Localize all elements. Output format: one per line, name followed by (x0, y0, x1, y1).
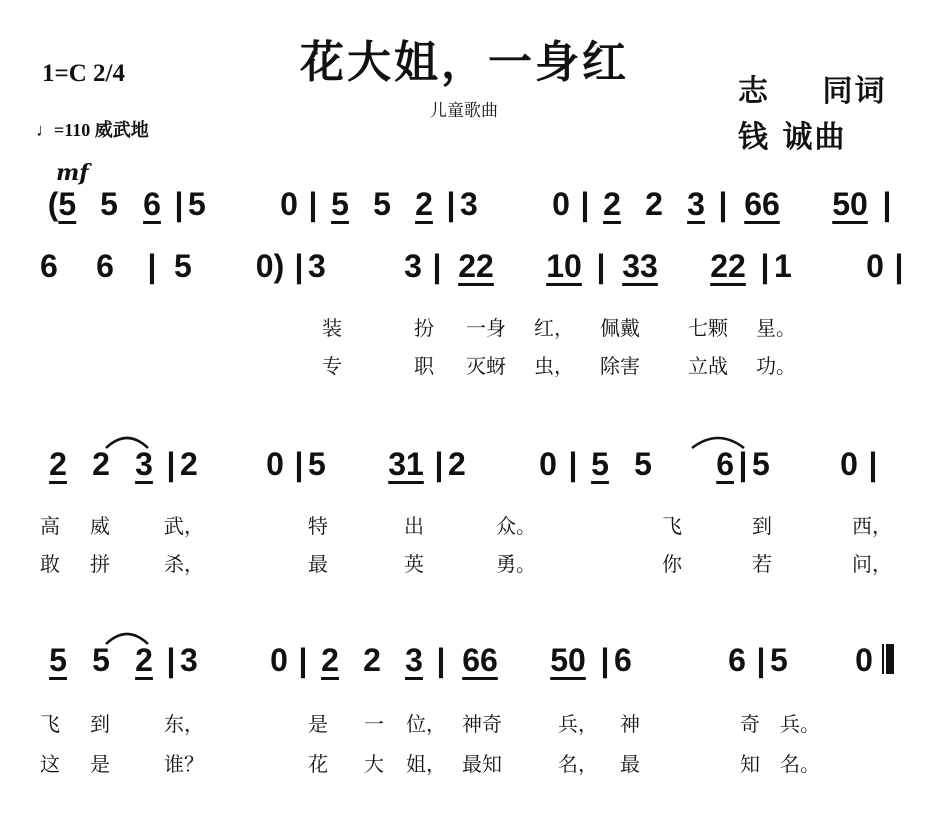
tempo-marking: ♩=110 威武地 (36, 120, 149, 140)
song-genre: 儿童歌曲 (430, 101, 498, 121)
lyrics-line-2-verse-2: 专 职 灭蚜 虫， 除害 立战 功。 (322, 354, 796, 378)
song-title: 花大姐，一身红 (300, 37, 629, 88)
lyrics-line-3-verse-2: 敢 拼 杀， 最 英 勇。 你 若 问， (40, 552, 892, 576)
slur-line-3-a (104, 430, 150, 450)
lyrics-line-3-verse-1: 高 威 武， 特 出 众。 飞 到 西， (40, 514, 892, 538)
notation-line-4: 5 5 2 | 3 0 | 2 2 3 | 66 50 | 6 6 | 5 0 (40, 642, 894, 679)
lyricist-credit: 志 同词 (738, 74, 887, 109)
final-barline-thick (886, 644, 894, 674)
lyrics-line-2-verse-1: 装 扮 一身 红， 佩戴 七颗 星。 (322, 316, 796, 340)
notation-line-3: 2 2 3 | 2 0 | 5 31 | 2 0 | 5 5 6 | 5 0 | (49, 446, 878, 482)
lyrics-line-4-verse-1: 飞 到 东， 是 一 位， 神奇 兵， 神 奇 兵。 (40, 712, 820, 736)
composer-credit: 钱 诚曲 (738, 120, 847, 155)
key-signature: 1=C 2/4 (42, 60, 125, 87)
final-barline-thin (882, 644, 884, 674)
dynamic-marking: mf (56, 160, 89, 186)
slur-line-3-b (690, 430, 746, 450)
lyrics-line-4-verse-2: 这 是 谁？ 花 大 姐， 最知 名， 最 知 名。 (40, 752, 820, 776)
notation-line-1: (5 5 6 | 5 0 | 5 5 2 | 3 0 | 2 2 3 | 66 50 | (47, 186, 892, 222)
notation-line-2: 6 6 | 5 0) | 3 3 | 22 10 | 33 22 | 1 0 | (40, 248, 904, 284)
slur-line-4 (104, 626, 150, 646)
